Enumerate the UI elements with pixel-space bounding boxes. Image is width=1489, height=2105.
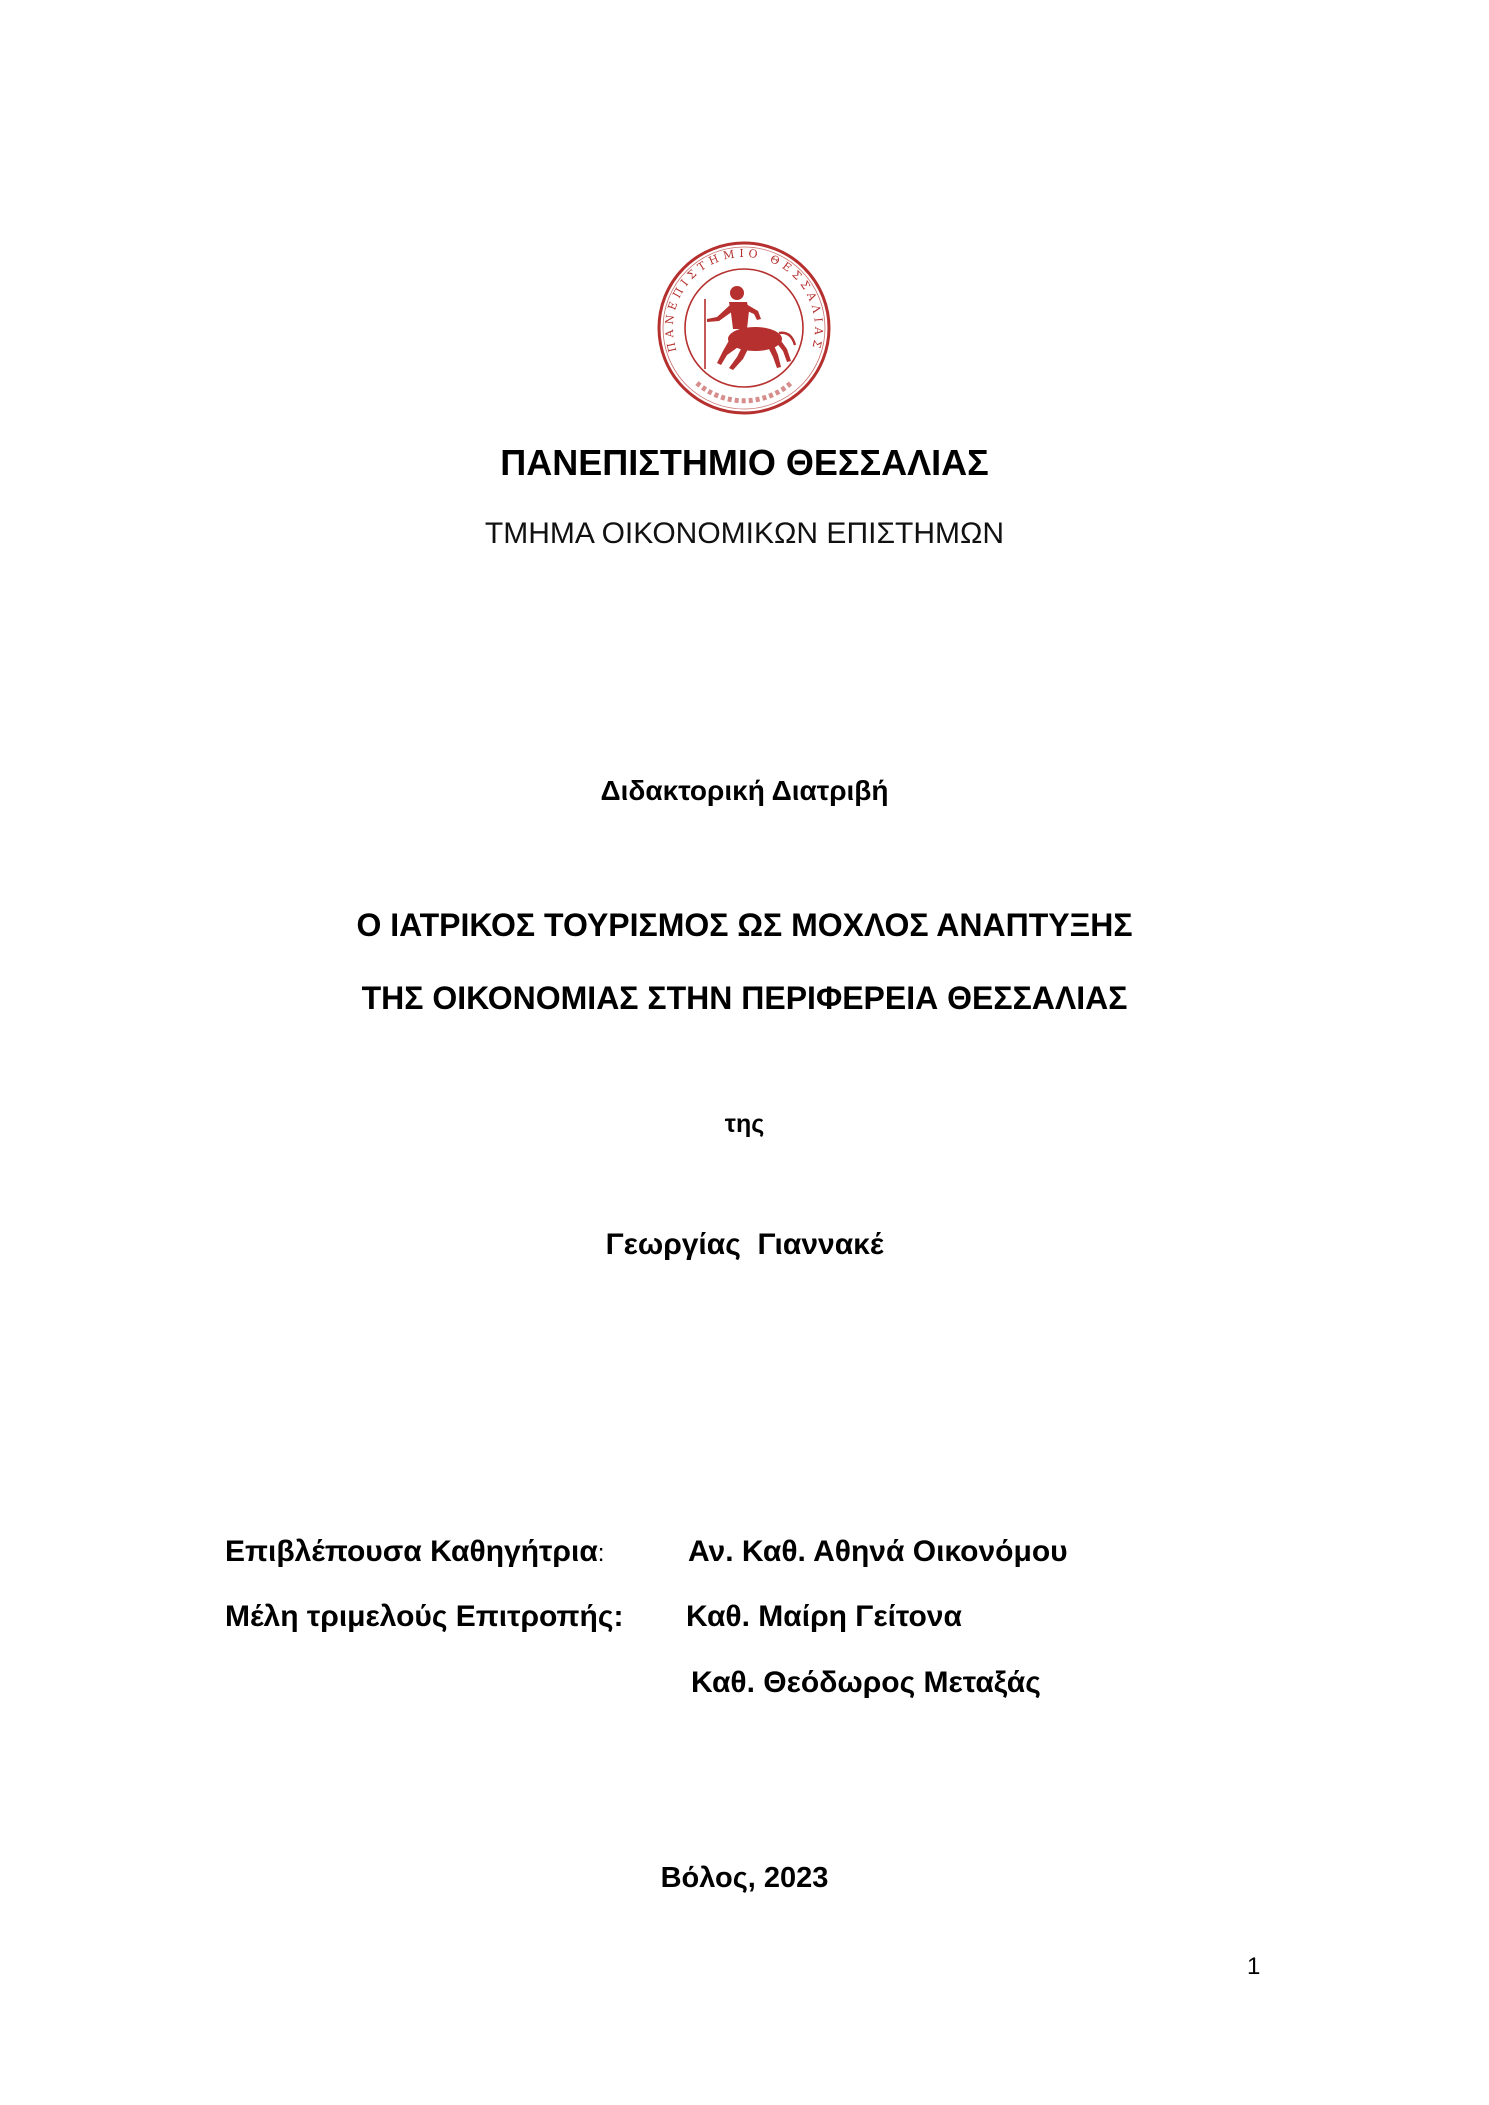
supervisor-name: Αν. Καθ. Αθηνά Οικονόμου xyxy=(688,1535,1068,1568)
seal-bottom-legend-mark xyxy=(697,383,791,401)
centaur-icon xyxy=(705,286,795,370)
document-type: Διδακτορική Διατριβή xyxy=(600,775,889,806)
author-name: Γεωργίας Γιαννακέ xyxy=(605,1228,884,1261)
place-and-date: Βόλος, 2023 xyxy=(660,1862,829,1894)
university-seal-logo xyxy=(657,241,831,415)
by-label: της xyxy=(724,1110,765,1138)
committee-member-2: Καθ. Θεόδωρος Μεταξάς xyxy=(691,1666,1041,1699)
university-name: ΠΑΝΕΠΙΣΤΗΜΙΟ ΘΕΣΣΑΛΙΑΣ xyxy=(500,442,989,483)
committee-members-label-colon: : xyxy=(613,1600,624,1633)
seal-ring-textpath: ΠΑΝΕΠΙΣΤΗΜΙΟ ΘΕΣΣΑΛΙΑΣ xyxy=(662,246,826,354)
department-name: ΤΜΗΜΑ ΟΙΚΟΝΟΜΙΚΩΝ ΕΠΙΣΤΗΜΩΝ xyxy=(484,517,1005,550)
page-number: 1 xyxy=(1247,1953,1261,1980)
committee-members-label-text: Μέλη τριμελούς Επιτροπής xyxy=(225,1600,614,1633)
supervisor-label-colon: : xyxy=(597,1540,605,1567)
supervisor-label-text: Επιβλέπουσα Καθηγήτρια xyxy=(225,1535,598,1568)
thesis-title-line-1: Ο ΙΑΤΡΙΚΟΣ ΤΟΥΡΙΣΜΟΣ ΩΣ ΜΟΧΛΟΣ ΑΝΑΠΤΥΞΗΣ xyxy=(356,907,1133,943)
committee-member-1: Καθ. Μαίρη Γείτονα xyxy=(686,1600,962,1633)
supervisor-label xyxy=(225,1534,604,1572)
committee-members-label xyxy=(225,1599,623,1635)
thesis-title-line-2: ΤΗΣ ΟΙΚΟΝΟΜΙΑΣ ΣΤΗΝ ΠΕΡΙΦΕΡΕΙΑ ΘΕΣΣΑΛΙΑΣ xyxy=(361,980,1128,1016)
